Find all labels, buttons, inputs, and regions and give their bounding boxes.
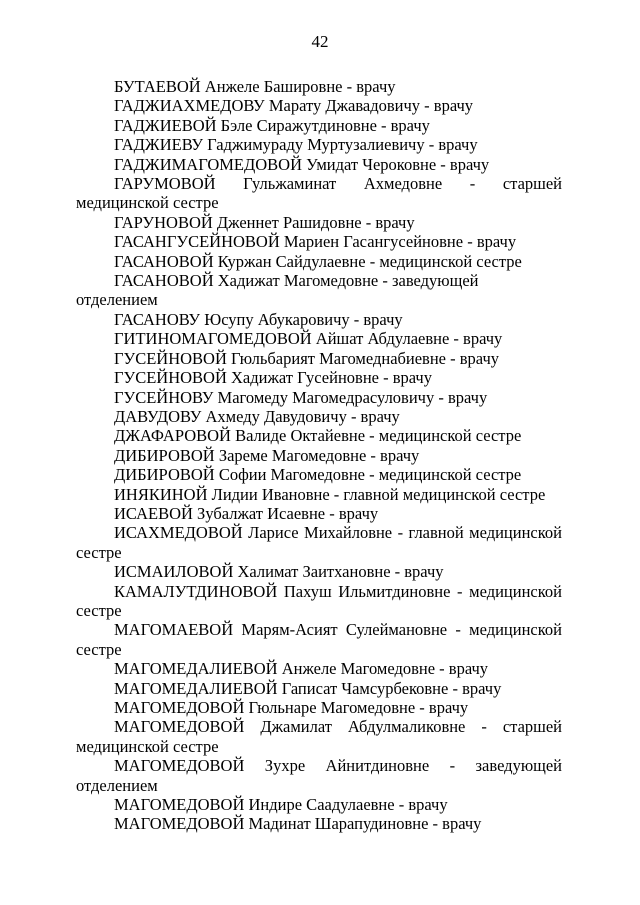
list-item: ИСАЕВОЙ Зубалжат Исаевне - врачу [114, 503, 379, 523]
list-item: ГУСЕЙНОВОЙ Хадижат Гусейновне - врачу [114, 368, 432, 388]
list-item: ГУСЕЙНОВОЙ Гюльбарият Магомеднабиевне - врачу [114, 348, 500, 368]
list-item: ДЖАФАРОВОЙ Валиде Октайевне - медицинской сестре [114, 426, 522, 446]
list-item: ГАДЖИЕВУ Гаджимураду Муртузалиевичу - врачу [114, 135, 478, 155]
page-number: 42 [311, 32, 329, 51]
list-item: ДИБИРОВОЙ Софии Магомедовне - медицинской сестре [114, 465, 522, 485]
list-item: ДАВУДОВУ Ахмеду Давудовичу - врачу [114, 406, 400, 426]
list-item: ИНЯКИНОЙ Лидии Ивановне - главной медицинской сестре [114, 484, 546, 504]
list-item: ГАДЖИЕВОЙ Бэле Сиражутдиновне - врачу [114, 115, 430, 135]
list-item: ИСМАИЛОВОЙ Халимат Заитхановне - врачу [114, 562, 444, 582]
list-item: ГАСАНОВОЙ Куржан Сайдулаевне - медицинской сестре [114, 251, 522, 271]
list-item: МАГОМЕДАЛИЕВОЙ Анжеле Магомедовне - врачу [114, 659, 489, 679]
awardee-list [76, 77, 562, 834]
list-item: БУТАЕВОЙ Анжеле Башировне - врачу [114, 77, 396, 96]
list-item: МАГОМЕДОВОЙ Индире Саадулаевне - врачу [114, 795, 448, 815]
list-item: ГАДЖИМАГОМЕДОВОЙ Умидат Чероковне - врачу [114, 154, 490, 174]
list-item: МАГОМЕДОВОЙ Гюльнаре Магомедовне - врачу [114, 698, 469, 717]
list-item: МАГОМАЕВОЙ Марям-Асият Сулеймановне - медицинской сестре [76, 620, 562, 659]
list-item: ГАСАНОВОЙ Хадижат Магомедовне - заведующей отделением [76, 271, 479, 310]
list-item: ГАДЖИАХМЕДОВУ Марату Джавадовичу - врачу [114, 96, 474, 116]
list-item: МАГОМЕДОВОЙ Мадинат Шарапудиновне - врачу [114, 814, 482, 834]
list-item: МАГОМЕДАЛИЕВОЙ Гаписат Чамсурбековне - врачу [114, 678, 502, 698]
list-item: ГАСАНГУСЕЙНОВОЙ Мариен Гасангусейновне - врачу [114, 232, 517, 252]
list-item: ГИТИНОМАГОМЕДОВОЙ Айшат Абдулаевне - врачу [114, 329, 503, 349]
list-item: ДИБИРОВОЙ Зареме Магомедовне - врачу [114, 445, 420, 465]
list-item: ИСАХМЕДОВОЙ Ларисе Михайловне - главной медицинской сестре [76, 523, 562, 562]
list-item: ГУСЕЙНОВУ Магомеду Магомедрасуловичу - врачу [114, 387, 488, 407]
list-item: МАГОМЕДОВОЙ Зухре Айнитдиновне - заведующей отделением [76, 756, 562, 795]
list-item: МАГОМЕДОВОЙ Джамилат Абдулмаликовне - старшей медицинской сестре [76, 717, 562, 756]
list-item: ГАРУНОВОЙ Дженнет Рашидовне - врачу [114, 212, 415, 232]
list-item: ГАРУМОВОЙ Гульжаминат Ахмедовне - старшей медицинской сестре [76, 174, 562, 213]
list-item: КАМАЛУТДИНОВОЙ Пахуш Ильмитдиновне - медицинской сестре [76, 581, 562, 620]
list-item: ГАСАНОВУ Юсупу Абукаровичу - врачу [114, 309, 403, 329]
